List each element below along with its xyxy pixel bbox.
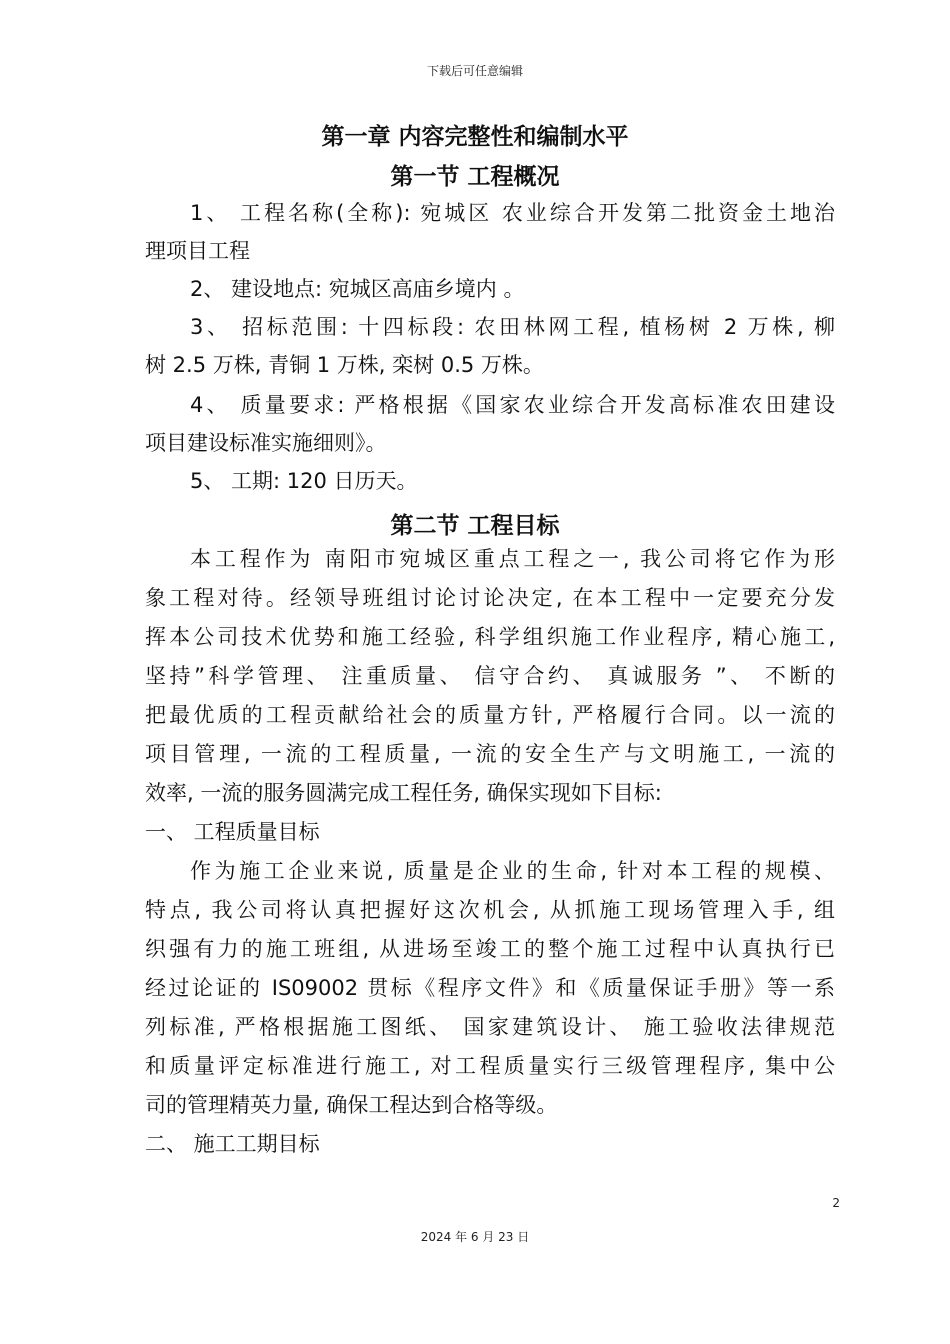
overview-line-7: 项目建设标准实施细则》。 bbox=[145, 431, 387, 455]
goals-line-7: 效率, 一流的服务圆满完成工程任务, 确保实现如下目标: bbox=[145, 781, 662, 805]
section-title-goals: 第二节 工程目标 bbox=[390, 513, 560, 539]
goals-line-6: 项目管理, 一流的工程质量, 一流的安全生产与文明施工, 一流的 bbox=[145, 742, 835, 766]
subheading-quality-goal: 一、 工程质量目标 bbox=[145, 820, 320, 844]
goals-line-10: 特点, 我公司将认真把握好这次机会, 从抓施工现场管理入手, 组 bbox=[145, 898, 835, 922]
overview-line-1: 1、 工程名称(全称): 宛城区 农业综合开发第二批资金土地治 bbox=[190, 201, 835, 225]
overview-line-8: 5、 工期: 120 日历天。 bbox=[190, 469, 418, 493]
goals-line-13: 列标准, 严格根据施工图纸、 国家建筑设计、 施工验收法律规范 bbox=[145, 1015, 835, 1039]
overview-line-6: 4、 质量要求: 严格根据《国家农业综合开发高标准农田建设 bbox=[190, 393, 835, 417]
overview-line-5: 树 2.5 万株, 青铜 1 万株, 栾树 0.5 万株。 bbox=[145, 353, 544, 377]
goals-line-2: 象工程对待。经领导班组讨论讨论决定, 在本工程中一定要充分发 bbox=[145, 586, 835, 610]
overview-line-2: 理项目工程 bbox=[145, 239, 250, 263]
page-header: 下载后可任意编辑 bbox=[426, 64, 523, 78]
page-number: 2 bbox=[832, 1196, 840, 1210]
subheading-schedule-goal: 二、 施工工期目标 bbox=[145, 1132, 320, 1156]
overview-line-4: 3、 招标范围: 十四标段: 农田林网工程, 植杨树 2 万株, 柳 bbox=[190, 315, 835, 339]
goals-line-1: 本工程作为 南阳市宛城区重点工程之一, 我公司将它作为形 bbox=[190, 547, 835, 571]
goals-line-4: 坚持”科学管理、 注重质量、 信守合约、 真诚服务 ”、 不断的 bbox=[145, 664, 835, 688]
goals-line-3: 挥本公司技术优势和施工经验, 科学组织施工作业程序, 精心施工, bbox=[145, 625, 835, 649]
goals-line-15: 司的管理精英力量, 确保工程达到合格等级。 bbox=[145, 1093, 558, 1117]
section-title-overview: 第一节 工程概况 bbox=[390, 164, 560, 190]
goals-line-14: 和质量评定标准进行施工, 对工程质量实行三级管理程序, 集中公 bbox=[145, 1054, 835, 1078]
page-footer-date: 2024 年 6 月 23 日 bbox=[420, 1230, 530, 1244]
overview-line-3: 2、 建设地点: 宛城区高庙乡境内 。 bbox=[190, 277, 525, 301]
goals-line-5: 把最优质的工程贡献给社会的质量方针, 严格履行合同。以一流的 bbox=[145, 703, 835, 727]
chapter-title: 第一章 内容完整性和编制水平 bbox=[321, 124, 629, 150]
goals-line-9: 作为施工企业来说, 质量是企业的生命, 针对本工程的规模、 bbox=[190, 859, 835, 883]
goals-line-12: 经过论证的 IS09002 贯标《程序文件》和《质量保证手册》等一系 bbox=[145, 976, 835, 1000]
goals-line-11: 织强有力的施工班组, 从进场至竣工的整个施工过程中认真执行已 bbox=[145, 937, 835, 961]
